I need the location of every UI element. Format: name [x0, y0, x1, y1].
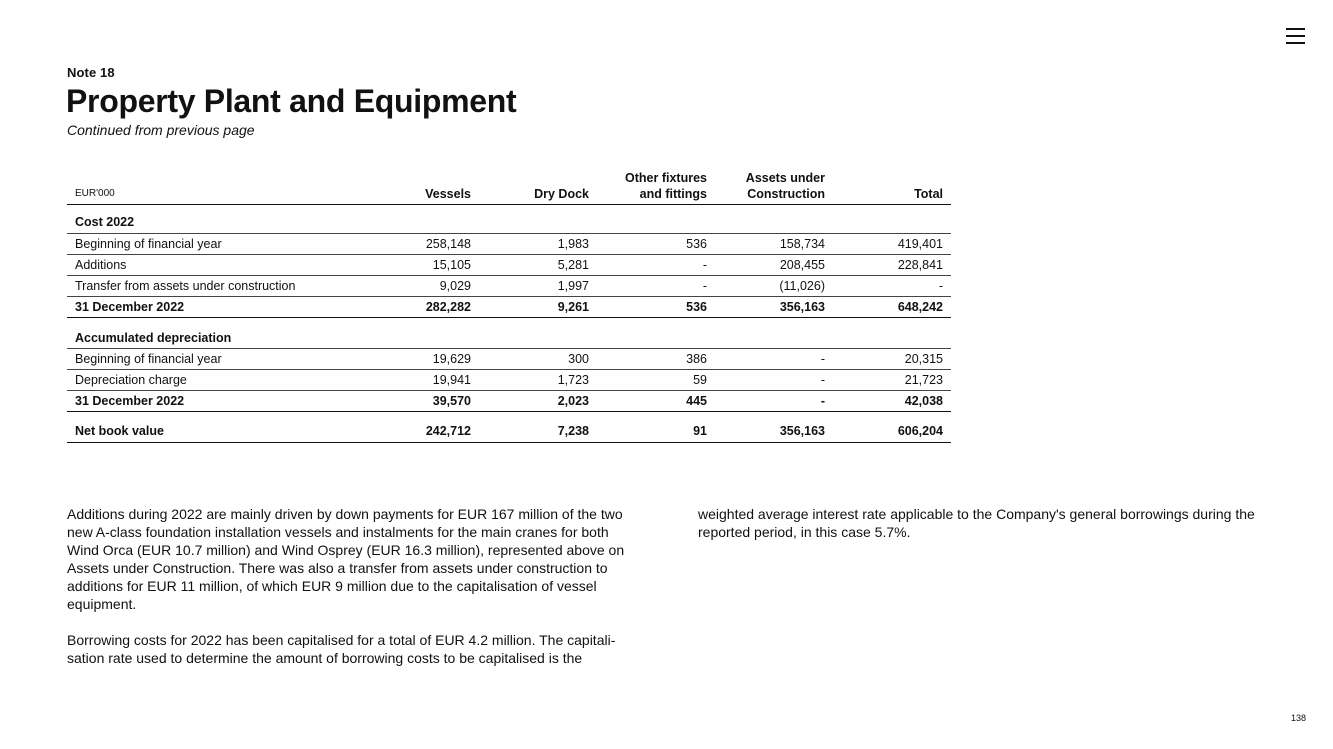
- cell-value: 39,570: [407, 391, 479, 412]
- row-label: 31 December 2022: [67, 391, 407, 412]
- cell-value: 91: [597, 412, 715, 443]
- menu-bar: [1286, 35, 1305, 37]
- table-row: [67, 349, 951, 370]
- cell-value: 606,204: [833, 412, 951, 443]
- cell-value: 9,029: [407, 276, 479, 297]
- column-header-vessels: Vessels: [407, 164, 479, 205]
- section-heading-depreciation: Accumulated depreciation: [67, 318, 951, 349]
- total-row: [67, 297, 951, 318]
- cell-value: 208,455: [715, 255, 833, 276]
- hamburger-menu-icon[interactable]: [1286, 27, 1305, 45]
- cell-value: (11,026): [715, 276, 833, 297]
- body-paragraph: weighted average interest rate applicable to the Company's general borrowings during the reported period, in this case 5.7%.: [698, 506, 1255, 540]
- section-heading-row: [67, 318, 951, 349]
- cell-value: 419,401: [833, 234, 951, 255]
- cell-value: 258,148: [407, 234, 479, 255]
- cell-value: 536: [597, 234, 715, 255]
- cell-value: 15,105: [407, 255, 479, 276]
- menu-bar: [1286, 28, 1305, 30]
- cell-value: 282,282: [407, 297, 479, 318]
- cell-value: 9,261: [479, 297, 597, 318]
- cell-value: 445: [597, 391, 715, 412]
- note-label: Note 18: [67, 65, 115, 80]
- table-row: [67, 255, 951, 276]
- menu-bar: [1286, 42, 1305, 44]
- row-label: Beginning of financial year: [67, 349, 407, 370]
- table-header-row: [67, 164, 951, 205]
- cell-value: -: [715, 391, 833, 412]
- cell-value: 242,712: [407, 412, 479, 443]
- row-label: Transfer from assets under construction: [67, 276, 407, 297]
- cell-value: 59: [597, 370, 715, 391]
- cell-value: 1,983: [479, 234, 597, 255]
- page-subtitle: Continued from previous page: [67, 122, 255, 138]
- cell-value: 300: [479, 349, 597, 370]
- section-heading-cost: Cost 2022: [67, 205, 951, 234]
- body-text-left-column: [67, 505, 642, 685]
- section-heading-row: [67, 205, 951, 234]
- cell-value: 536: [597, 297, 715, 318]
- cell-value: -: [715, 349, 833, 370]
- row-label: Net book value: [67, 412, 407, 443]
- total-row: [67, 391, 951, 412]
- cell-value: 1,723: [479, 370, 597, 391]
- cell-value: 158,734: [715, 234, 833, 255]
- cell-value: 2,023: [479, 391, 597, 412]
- cell-value: 7,238: [479, 412, 597, 443]
- table-row: [67, 276, 951, 297]
- body-paragraph: Additions during 2022 are mainly driven by down payments for EUR 167 million of the two new A-class foundation installation vessels and instalments for the main cranes for both Wind Orca (EUR 10.7 million) and Wind Osprey (EUR 16.3 million), represented above on Assets under Construction. There was also a transfer from assets under construction to additions for EUR 11 million, of which EUR 9 million due to the capitalisation of vessel equipment.: [67, 506, 625, 612]
- cell-value: 19,941: [407, 370, 479, 391]
- cell-value: -: [597, 255, 715, 276]
- column-header-dry-dock: Dry Dock: [479, 164, 597, 205]
- cell-value: 20,315: [833, 349, 951, 370]
- cell-value: 386: [597, 349, 715, 370]
- cell-value: 648,242: [833, 297, 951, 318]
- body-text-right-column: [698, 505, 1268, 559]
- column-header-total: Total: [833, 164, 951, 205]
- cell-value: -: [597, 276, 715, 297]
- page-number: 138: [1291, 713, 1307, 723]
- cell-value: -: [833, 276, 951, 297]
- cell-value: 21,723: [833, 370, 951, 391]
- row-label: Beginning of financial year: [67, 234, 407, 255]
- cell-value: 228,841: [833, 255, 951, 276]
- column-header-assets-under-construction: Assets under Construction: [715, 164, 833, 205]
- unit-label: EUR'000: [67, 164, 407, 205]
- body-paragraph: Borrowing costs for 2022 has been capitalised for a total of EUR 4.2 million. The capitali-sation rate used to determine the amount of borrowing costs to be capitalised is the: [67, 632, 616, 666]
- cell-value: -: [715, 370, 833, 391]
- cell-value: 356,163: [715, 412, 833, 443]
- table-row: [67, 370, 951, 391]
- page-title: Property Plant and Equipment: [66, 83, 517, 119]
- cell-value: 356,163: [715, 297, 833, 318]
- row-label: Depreciation charge: [67, 370, 407, 391]
- cell-value: 5,281: [479, 255, 597, 276]
- net-book-value-row: [67, 412, 951, 443]
- table-row: [67, 234, 951, 255]
- cell-value: 1,997: [479, 276, 597, 297]
- row-label: 31 December 2022: [67, 297, 407, 318]
- row-label: Additions: [67, 255, 407, 276]
- cell-value: 19,629: [407, 349, 479, 370]
- column-header-other-fixtures: Other fixtures and fittings: [597, 164, 715, 205]
- cell-value: 42,038: [833, 391, 951, 412]
- ppe-table: [67, 164, 951, 443]
